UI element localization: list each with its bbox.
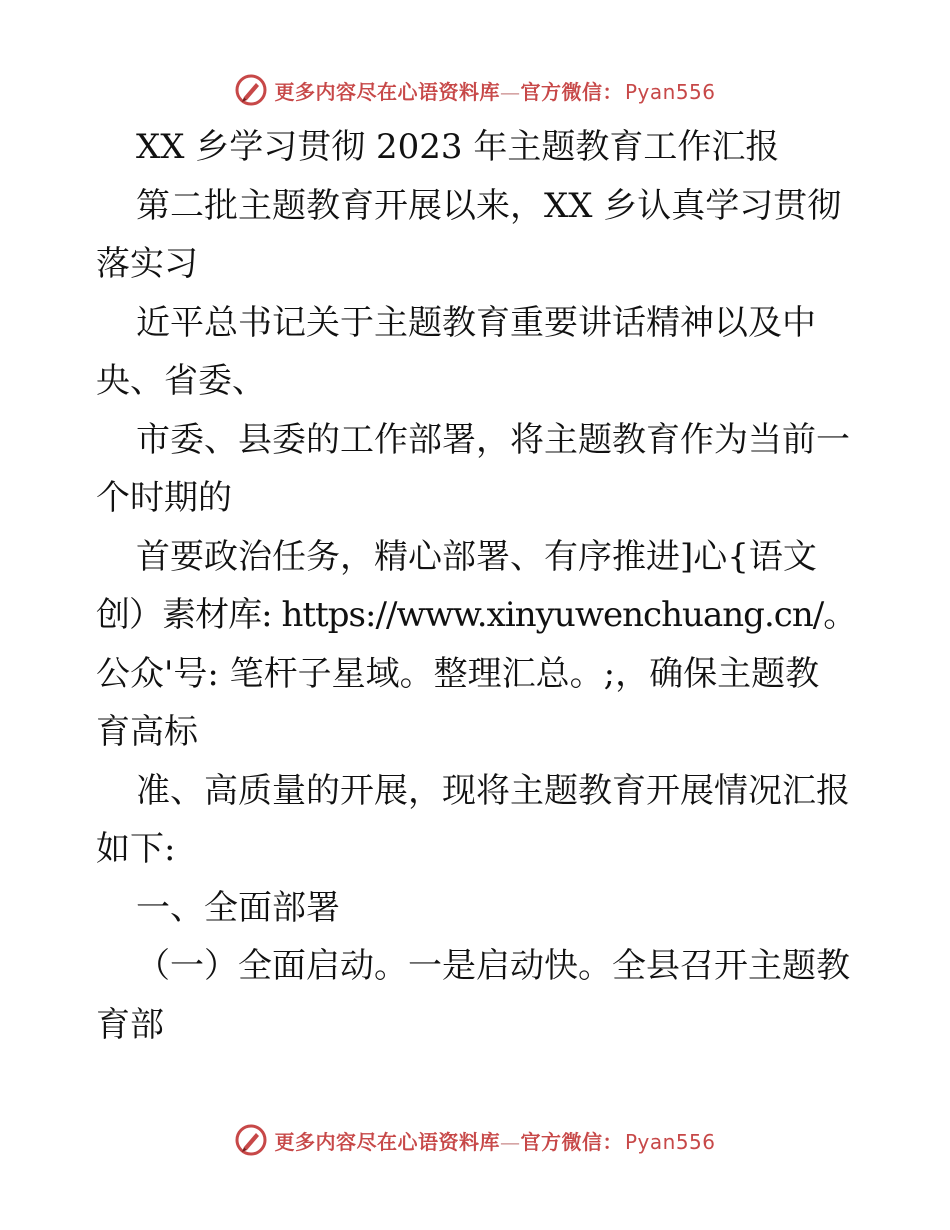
- paragraph-line: 个时期的: [96, 478, 232, 518]
- watermark-text: [274, 76, 715, 105]
- paragraph-line: 准、高质量的开展，现将主题教育开展情况汇报: [136, 770, 850, 811]
- section-heading: 一、全面部署: [136, 887, 340, 928]
- paragraph-line: 市委、县委的工作部署，将主题教育作为当前一: [136, 419, 850, 460]
- watermark-separator: —: [499, 79, 521, 104]
- pen-logo-icon: [234, 73, 268, 107]
- paragraph-line: 首要政治任务，精心部署、有序推进]心{语文: [136, 536, 817, 577]
- watermark-account: Pyan556: [624, 1129, 716, 1154]
- paragraph-line: 创）素材库: https://www.xinyuwenchuang.cn/。: [96, 595, 857, 635]
- paragraph-line: 落实习: [96, 244, 198, 284]
- paragraph-line: 育高标: [96, 712, 198, 752]
- watermark-slogan: 更多内容尽在心语资料库: [274, 1129, 500, 1154]
- watermark-text: [274, 1126, 715, 1155]
- watermark-banner-top: [0, 70, 950, 110]
- watermark-banner-bottom: [0, 1120, 950, 1160]
- paragraph-line: 第二批主题教育开展以来，XX 乡认真学习贯彻: [136, 185, 842, 226]
- watermark-slogan: 更多内容尽在心语资料库: [274, 79, 500, 104]
- watermark-separator: —: [499, 1129, 521, 1154]
- watermark-label: 官方微信：: [520, 79, 623, 104]
- paragraph-line: 央、省委、: [96, 361, 266, 401]
- watermark-label: 官方微信：: [520, 1129, 623, 1154]
- watermark-account: Pyan556: [624, 79, 716, 104]
- paragraph-line: 公众'号: 笔杆子星域。整理汇总。;，确保主题教: [96, 653, 820, 694]
- document-title: XX 乡学习贯彻 2023 年主题教育工作汇报: [136, 127, 780, 167]
- paragraph-line: 育部: [96, 1004, 164, 1045]
- pen-logo-icon: [234, 1123, 268, 1157]
- document-body: [96, 118, 856, 1054]
- paragraph-line: （一）全面启动。一是启动快。全县召开主题教: [136, 946, 850, 986]
- paragraph-line: 近平总书记关于主题教育重要讲话精神以及中: [136, 302, 816, 343]
- paragraph-line: 如下:: [96, 829, 176, 869]
